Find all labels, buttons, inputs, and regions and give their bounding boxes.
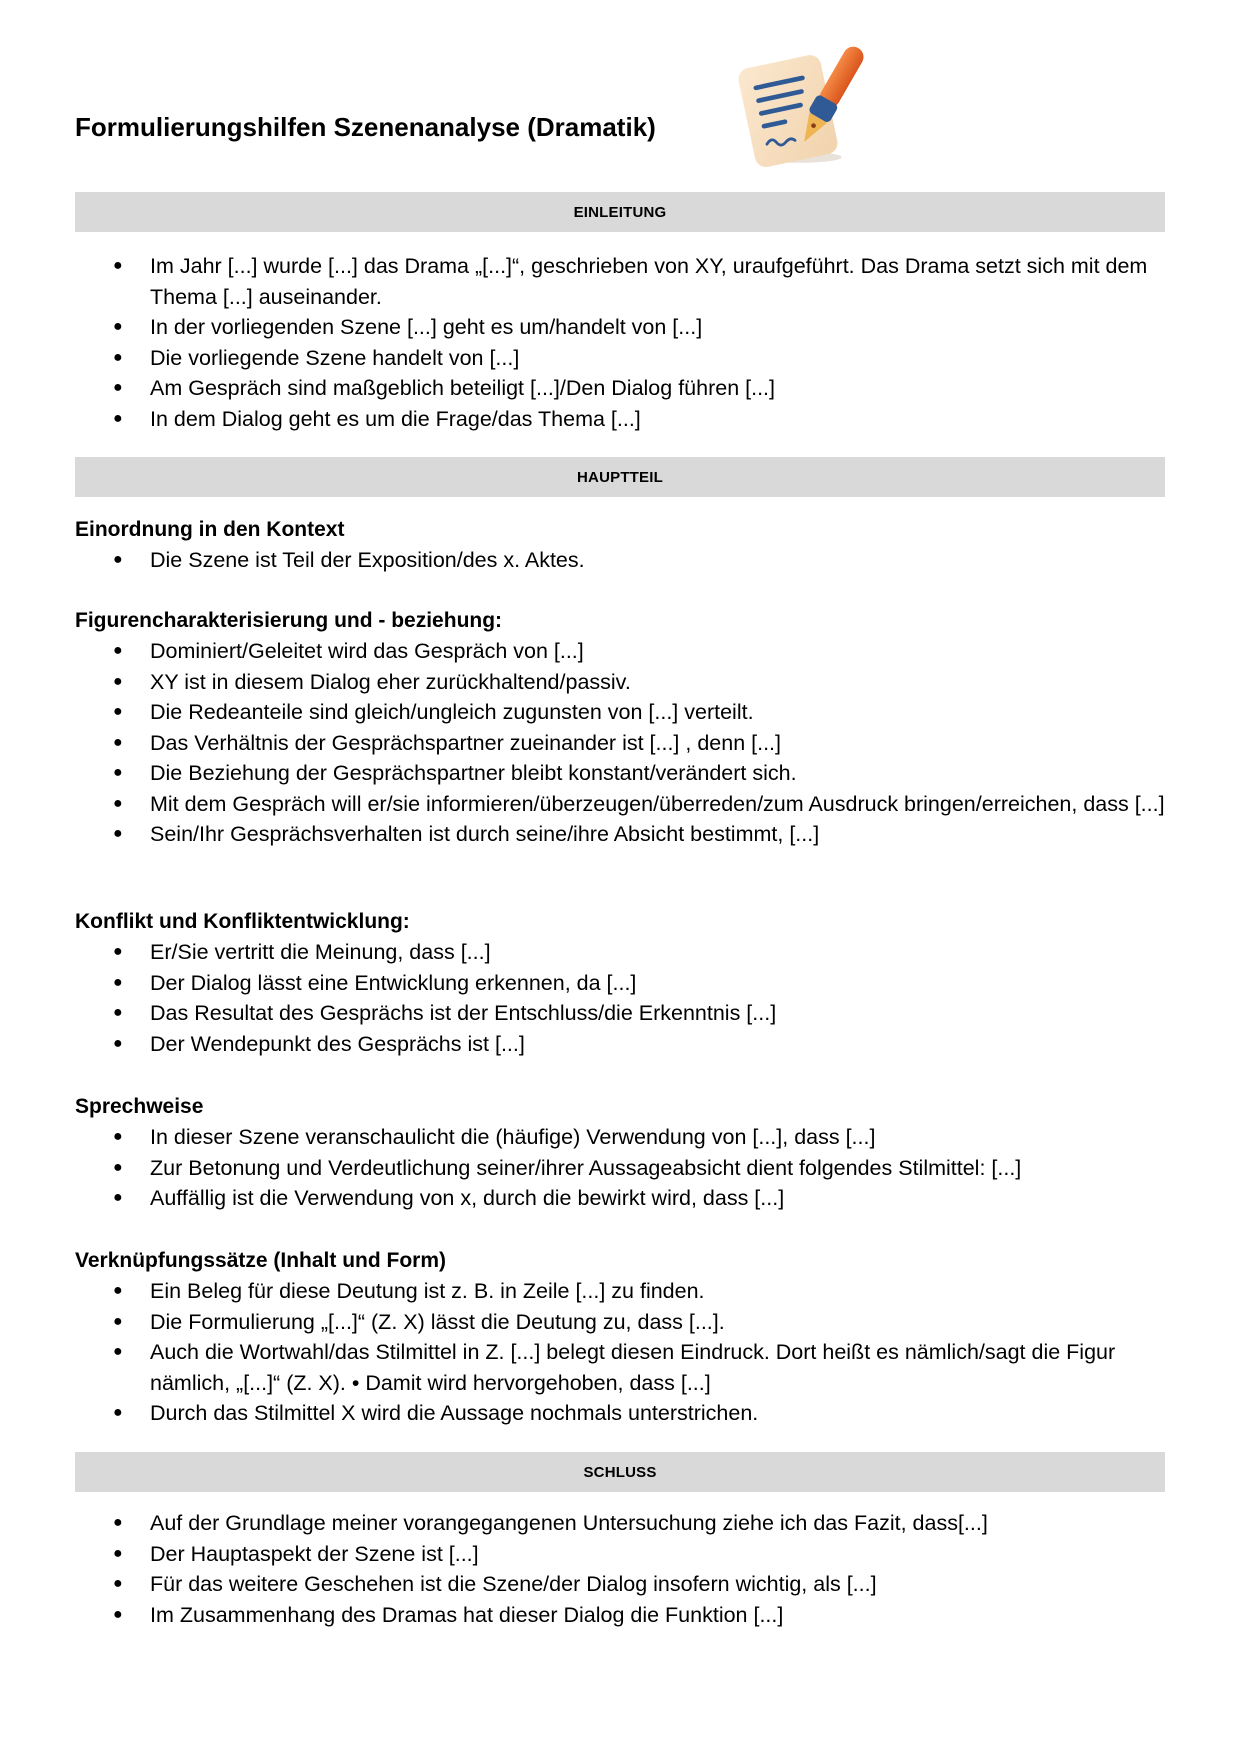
list-item: ● Auf der Grundlage meiner vorangegangenen Untersuchung ziehe ich das Fazit, dass[...] — [75, 1508, 1165, 1539]
subsection-heading: Konflikt und Konfliktentwicklung: — [75, 910, 410, 933]
schluss-section — [75, 1508, 1165, 1630]
title-row — [75, 28, 1165, 178]
list-item: ● Im Jahr [...] wurde [...] das Drama „[...]“, geschrieben von XY, uraufgeführt. Das Drama setzt sich mit dem Thema [...] auseinander. — [75, 251, 1165, 312]
einleitung-section — [75, 251, 1165, 434]
subsection-sprechweise — [75, 1092, 1165, 1214]
subsection-verknuepfung — [75, 1246, 1165, 1429]
bullet-list — [75, 545, 1165, 576]
list-item: ● Die vorliegende Szene handelt von [...] — [75, 343, 1165, 374]
list-item: ● Mit dem Gespräch will er/sie informieren/überzeugen/überreden/zum Ausdruck bringen/erreichen, dass [...] — [75, 789, 1165, 820]
section-bar-einleitung — [75, 192, 1165, 232]
list-item: ● Die Beziehung der Gesprächspartner bleibt konstant/verändert sich. — [75, 758, 1165, 789]
bullet-list — [75, 937, 1165, 1059]
bullet-list — [75, 251, 1165, 434]
list-item: ● Im Zusammenhang des Dramas hat dieser Dialog die Funktion [...] — [75, 1600, 1165, 1631]
list-item: ● Zur Betonung und Verdeutlichung seiner/ihrer Aussageabsicht dient folgendes Stilmittel: [...] — [75, 1153, 1165, 1184]
list-item: ● In dem Dialog geht es um die Frage/das Thema [...] — [75, 404, 1165, 435]
pen-and-paper-icon — [725, 34, 865, 174]
section-label: HAUPTTEIL — [577, 468, 663, 486]
subsection-konflikt — [75, 907, 1165, 1059]
subsection-heading: Einordnung in den Kontext — [75, 518, 345, 541]
page-title: Formulierungshilfen Szenenanalyse (Dramatik) — [75, 112, 656, 142]
list-item: ● Am Gespräch sind maßgeblich beteiligt [...]/Den Dialog führen [...] — [75, 373, 1165, 404]
list-item: ● In der vorliegenden Szene [...] geht es um/handelt von [...] — [75, 312, 1165, 343]
list-item: ● Die Formulierung „[...]“ (Z. X) lässt die Deutung zu, dass [...]. — [75, 1307, 1165, 1338]
list-item: ● Das Verhältnis der Gesprächspartner zueinander ist [...] , denn [...] — [75, 728, 1165, 759]
bullet-list — [75, 636, 1165, 850]
list-item: ● Auffällig ist die Verwendung von x, durch die bewirkt wird, dass [...] — [75, 1183, 1165, 1214]
list-item: ● Auch die Wortwahl/das Stilmittel in Z. [...] belegt diesen Eindruck. Dort heißt es nämlich/sagt die Figur nämlich, „[...]“ (Z. X). • Damit wird hervorgehoben, dass [...] — [75, 1337, 1165, 1398]
list-item: ● Sein/Ihr Gesprächsverhalten ist durch seine/ihre Absicht bestimmt, [...] — [75, 819, 1165, 850]
section-bar-hauptteil — [75, 457, 1165, 497]
list-item: ● Die Redeanteile sind gleich/ungleich zugunsten von [...] verteilt. — [75, 697, 1165, 728]
list-item: ● Für das weitere Geschehen ist die Szene/der Dialog insofern wichtig, als [...] — [75, 1569, 1165, 1600]
bullet-list — [75, 1122, 1165, 1214]
subsection-kontext — [75, 515, 1165, 576]
list-item: ● Durch das Stilmittel X wird die Aussage nochmals unterstrichen. — [75, 1398, 1165, 1429]
list-item: ● Die Szene ist Teil der Exposition/des x. Aktes. — [75, 545, 1165, 576]
list-item: ● In dieser Szene veranschaulicht die (häufige) Verwendung von [...], dass [...] — [75, 1122, 1165, 1153]
list-item: ● XY ist in diesem Dialog eher zurückhaltend/passiv. — [75, 667, 1165, 698]
subsection-heading: Verknüpfungssätze (Inhalt und Form) — [75, 1249, 447, 1272]
bullet-list — [75, 1508, 1165, 1630]
section-bar-schluss — [75, 1452, 1165, 1492]
list-item: ● Er/Sie vertritt die Meinung, dass [...] — [75, 937, 1165, 968]
list-item: ● Der Dialog lässt eine Entwicklung erkennen, da [...] — [75, 968, 1165, 999]
list-item: ● Der Wendepunkt des Gesprächs ist [...] — [75, 1029, 1165, 1060]
bullet-list — [75, 1276, 1165, 1429]
subsection-heading: Sprechweise — [75, 1095, 204, 1118]
list-item: ● Dominiert/Geleitet wird das Gespräch von [...] — [75, 636, 1165, 667]
section-label: EINLEITUNG — [573, 203, 667, 221]
subsection-figuren — [75, 606, 1165, 850]
list-item: ● Ein Beleg für diese Deutung ist z. B. in Zeile [...] zu finden. — [75, 1276, 1165, 1307]
list-item: ● Das Resultat des Gesprächs ist der Entschluss/die Erkenntnis [...] — [75, 998, 1165, 1029]
list-item: ● Der Hauptaspekt der Szene ist [...] — [75, 1539, 1165, 1570]
subsection-heading: Figurencharakterisierung und - beziehung: — [75, 609, 503, 632]
section-label: SCHLUSS — [583, 1463, 657, 1481]
